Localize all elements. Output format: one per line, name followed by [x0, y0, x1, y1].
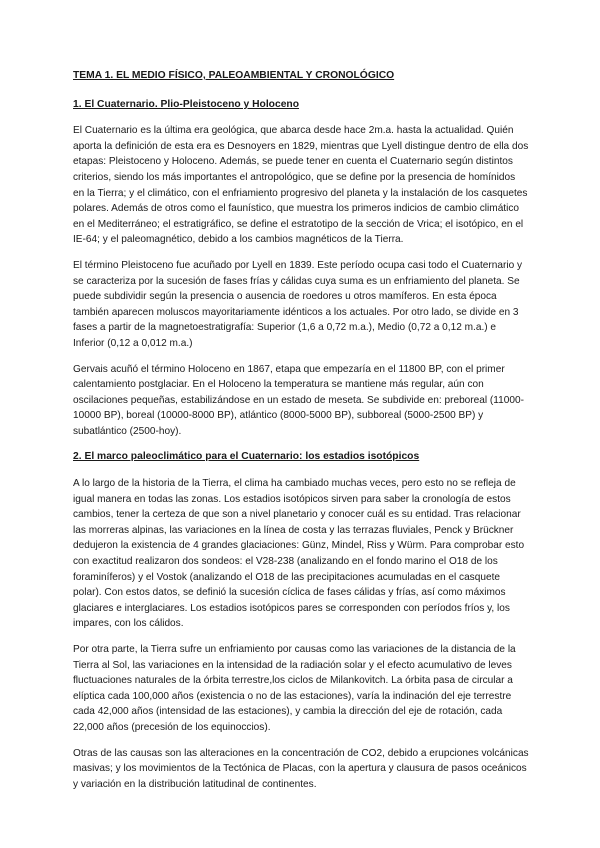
section-1-paragraph-2: El término Pleistoceno fue acuñado por Lyell en 1839. Este período ocupa casi todo el Cuaternario y se caracteriza por la sucesión de fases frías y cálidas cuya suma es un enfriamiento del planeta. Se puede subdividir según la presencia o ausencia de roedores u otros mamíferos. En esta época también aparecen moluscos mayoritariamente idénticos a los actuales. Por otro lado, se divide en 3 fases a partir de la magnetoestratigrafía: Superior (1,6 a 0,72 m.a.), Medio (0,72 a 0,12 m.a.) e Inferior (0,12 a 0,012 m.a.) [73, 259, 523, 349]
section-2-paragraph-3: Otras de las causas son las alteraciones en la concentración de CO2, debido a erupciones volcánicas masivas; y los movimientos de la Tectónica de Placas, con la apertura y clausura de pasos oceánicos y variación en la distribución latitudinal de continentes. [73, 747, 529, 790]
section-2-heading: 2. El marco paleoclimático para el Cuaternario: los estadios isotópicos [73, 451, 420, 463]
document-title: TEMA 1. EL MEDIO FÍSICO, PALEOAMBIENTAL Y CRONOLÓGICO [73, 70, 395, 81]
section-2-paragraph-2: Por otra parte, la Tierra sufre un enfriamiento por causas como las variaciones de la distancia de la Tierra al Sol, las variaciones en la intensidad de la radiación solar y el efecto acumulativo de leves fluctuaciones naturales de la órbita terrestre,los ciclos de Milankovitch. La órbita pasa de circular a elíptica cada 100,000 años (existencia o no de las estaciones), varía la indinación del eje terrestre cada 42,000 años (intensidad de las estaciones), y cambia la dirección del eje de rotación, cada 22,000 años (precesión de los equinoccios). [73, 644, 516, 733]
section-1-paragraph-1: El Cuaternario es la última era geológica, que abarca desde hace 2m.a. hasta la actualidad. Quién aporta la definición de esta era es Desnoyers en 1829, mientras que Lyell distingue dentro de ella dos etapas: Pleistoceno y Holoceno. Además, se puede tener en cuenta el Cuaternario según distintos criterios, siendo los más importantes el antropológico, que se define por la presencia de homínidos en la Tierra; y el climático, con el enfriamiento progresivo del planeta y la instalación de los casquetes polares. Además de otros como el faunístico, que muestra los primeros indicios de cambio climático en el Mediterráneo; el estratigráfico, se define el estratotipo de la sección de Vrica; el isotópico, en el IE-64; y el paleomagnético, debido a los cambios magnéticos de la Tierra. [73, 125, 529, 246]
section-1-paragraph-3: Gervais acuñó el término Holoceno en 1867, etapa que empezaría en el 11800 BP, con el primer calentamiento postglaciar. En el Holoceno la temperatura se mantiene más regular, aún con oscilaciones pequeñas, estabilizándose en un estado de meseta. Se subdivide en: preboreal (11000-10000 BP), boreal (10000-8000 BP), atlántico (8000-5000 BP), subboreal (5000-2500 BP) y subatlántico (2500-hoy). [73, 363, 524, 437]
section-2-paragraph-1: A lo largo de la historia de la Tierra, el clima ha cambiado muchas veces, pero esto no se refleja de igual manera en todas las zonas. Los estadios isotópicos sirven para saber la cronología de estos cambios, tener la certeza de que son a nivel planetario y conocer cuál es su entidad. Tras relacionar las morreras alpinas, las variaciones en la línea de costa y las terrazas fluviales, Penck y Brückner dedujeron la existencia de 4 grandes glaciaciones: Günz, Mindel, Riss y Würm. Para comprobar esto con exactitud realizaron dos sondeos: el V28-238 (analizando en el fondo marino el O18 de los foraminíferos) y el Vostok (analizando el O18 de las precipitaciones acumuladas en el casquete polar). Con estos datos, se definió la sucesión cíclica de fases cálidas y frías, así como máximos glaciares e interglaciares. Los estadios isotópicos pares se corresponden con períodos fríos y, los impares, con los cálidos. [73, 478, 525, 630]
section-1-heading: 1. El Cuaternario. Plio-Pleistoceno y Holoceno [73, 98, 300, 110]
